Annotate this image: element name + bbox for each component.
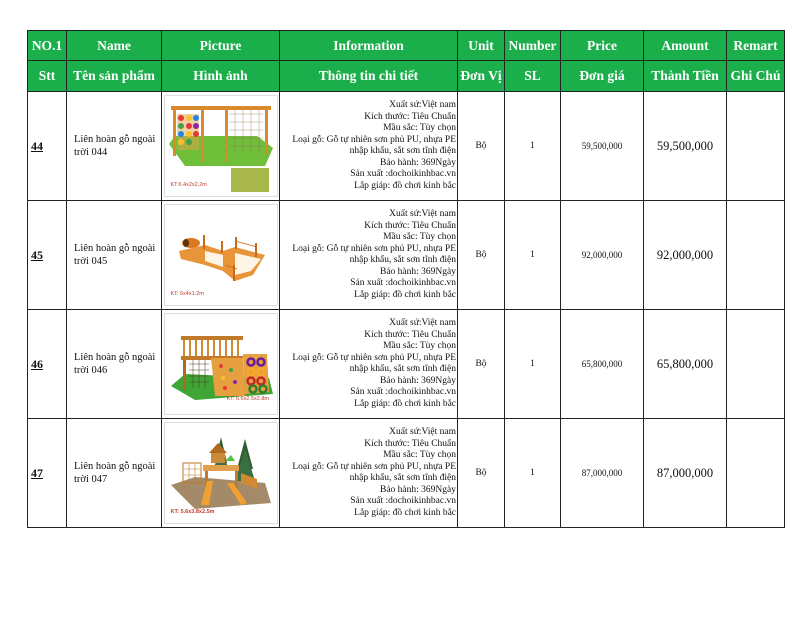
- product-name: Liên hoàn gỗ ngoài trời 046: [67, 310, 162, 419]
- info-material: nhập khẩu, sắt sơn tĩnh điện: [349, 255, 456, 265]
- product-name: Liên hoàn gỗ ngoài trời 047: [67, 419, 162, 528]
- wooden-playground-climbing-frame-image: [164, 95, 278, 197]
- info-installation: Lắp giáp: đồ chơi kinh bắc: [354, 398, 456, 409]
- info-wood-type: Loại gỗ: Gỗ tự nhiên sơn phủ PU, nhựa PE: [292, 352, 456, 363]
- wooden-climbing-wall-tires-image: [164, 313, 278, 415]
- col-header-stt: Stt: [28, 61, 67, 92]
- row-stt-link[interactable]: 44: [28, 92, 67, 201]
- remark: [727, 201, 785, 310]
- remark: [727, 310, 785, 419]
- info-warranty: Bảo hành: 369Ngày: [380, 266, 456, 277]
- info-material: nhập khẩu, sắt sơn tĩnh điện: [349, 473, 456, 483]
- info-warranty: Bảo hành: 369Ngày: [380, 484, 456, 495]
- info-origin: Xuất sứ:Việt nam: [389, 100, 456, 110]
- header-row-vietnamese: [28, 61, 785, 92]
- col-header-no: NO.1: [28, 31, 67, 61]
- product-picture-cell: [162, 310, 280, 419]
- table-row: [28, 92, 785, 201]
- product-information: [280, 92, 458, 201]
- info-warranty: Bảo hành: 369Ngày: [380, 375, 456, 386]
- unit-price: 92,000,000: [561, 201, 644, 310]
- col-header-picture: Picture: [162, 31, 280, 61]
- col-header-hinh-anh: Hình ảnh: [162, 61, 280, 92]
- info-installation: Lắp giáp: đồ chơi kinh bắc: [354, 180, 456, 191]
- product-information: [280, 201, 458, 310]
- unit: Bộ: [458, 310, 505, 419]
- col-header-name: Name: [67, 31, 162, 61]
- info-manufacturer: Sản xuất :dochoikinhbac.vn: [350, 278, 456, 288]
- product-name: Liên hoàn gỗ ngoài trời 045: [67, 201, 162, 310]
- col-header-thong-tin: Thông tin chi tiết: [280, 61, 458, 92]
- row-stt-link[interactable]: 45: [28, 201, 67, 310]
- quantity: 1: [505, 310, 561, 419]
- col-header-remark: Remart: [727, 31, 785, 61]
- col-header-don-vi: Đơn Vị: [458, 61, 505, 92]
- col-header-don-gia: Đơn giá: [561, 61, 644, 92]
- info-color: Mầu sắc: Tùy chọn: [383, 341, 456, 351]
- info-manufacturer: Sản xuất :dochoikinhbac.vn: [350, 169, 456, 179]
- amount: 92,000,000: [644, 201, 727, 310]
- wooden-treehouse-slides-image: [164, 422, 278, 524]
- product-picture-cell: [162, 201, 280, 310]
- info-origin: Xuất sứ:Việt nam: [389, 427, 456, 437]
- col-header-thanh-tien: Thành Tiền: [644, 61, 727, 92]
- col-header-number: Number: [505, 31, 561, 61]
- product-picture-cell: [162, 419, 280, 528]
- info-size: Kích thước: Tiêu Chuẩn: [364, 329, 456, 340]
- remark: [727, 92, 785, 201]
- info-material: nhập khẩu, sắt sơn tĩnh điện: [349, 146, 456, 156]
- col-header-information: Information: [280, 31, 458, 61]
- col-header-ten-san-pham: Tên sản phẩm: [67, 61, 162, 92]
- unit: Bộ: [458, 201, 505, 310]
- col-header-amount: Amount: [644, 31, 727, 61]
- info-size: Kích thước: Tiêu Chuẩn: [364, 438, 456, 449]
- info-manufacturer: Sản xuất :dochoikinhbac.vn: [350, 387, 456, 397]
- header-row-english: [28, 31, 785, 61]
- amount: 59,500,000: [644, 92, 727, 201]
- info-manufacturer: Sản xuất :dochoikinhbac.vn: [350, 496, 456, 506]
- info-size: Kích thước: Tiêu Chuẩn: [364, 220, 456, 231]
- info-wood-type: Loại gỗ: Gỗ tự nhiên sơn phủ PU, nhựa PE: [292, 134, 456, 145]
- quantity: 1: [505, 419, 561, 528]
- info-color: Mầu sắc: Tùy chọn: [383, 232, 456, 242]
- amount: 65,800,000: [644, 310, 727, 419]
- info-color: Mầu sắc: Tùy chọn: [383, 123, 456, 133]
- image-caption: KT:6.4x2x2,2m: [170, 182, 207, 188]
- info-wood-type: Loại gỗ: Gỗ tự nhiên sơn phủ PU, nhựa PE: [292, 461, 456, 472]
- info-color: Mầu sắc: Tùy chọn: [383, 450, 456, 460]
- info-size: Kích thước: Tiêu Chuẩn: [364, 111, 456, 122]
- info-installation: Lắp giáp: đồ chơi kinh bắc: [354, 507, 456, 518]
- product-name: Liên hoàn gỗ ngoài trời 044: [67, 92, 162, 201]
- info-warranty: Bảo hành: 369Ngày: [380, 157, 456, 168]
- col-header-price: Price: [561, 31, 644, 61]
- quotation-table: [27, 30, 785, 528]
- table-row: [28, 310, 785, 419]
- unit: Bộ: [458, 92, 505, 201]
- row-stt-link[interactable]: 47: [28, 419, 67, 528]
- unit-price: 59,500,000: [561, 92, 644, 201]
- quantity: 1: [505, 92, 561, 201]
- col-header-ghi-chu: Ghi Chú: [727, 61, 785, 92]
- info-origin: Xuất sứ:Việt nam: [389, 209, 456, 219]
- quantity: 1: [505, 201, 561, 310]
- unit-price: 65,800,000: [561, 310, 644, 419]
- col-header-sl: SL: [505, 61, 561, 92]
- info-material: nhập khẩu, sắt sơn tĩnh điện: [349, 364, 456, 374]
- row-stt-link[interactable]: 46: [28, 310, 67, 419]
- product-information: [280, 419, 458, 528]
- table-row: [28, 419, 785, 528]
- unit-price: 87,000,000: [561, 419, 644, 528]
- unit: Bộ: [458, 419, 505, 528]
- wooden-bridge-tunnel-image: [164, 204, 278, 306]
- amount: 87,000,000: [644, 419, 727, 528]
- info-wood-type: Loại gỗ: Gỗ tự nhiên sơn phủ PU, nhựa PE: [292, 243, 456, 254]
- table-row: [28, 201, 785, 310]
- info-origin: Xuất sứ:Việt nam: [389, 318, 456, 328]
- product-picture-cell: [162, 92, 280, 201]
- product-information: [280, 310, 458, 419]
- image-caption: KT: 6.6x2.5x2.8m: [226, 396, 269, 402]
- col-header-unit: Unit: [458, 31, 505, 61]
- remark: [727, 419, 785, 528]
- image-caption: KT: 6x4x1.2m: [170, 291, 204, 297]
- info-installation: Lắp giáp: đồ chơi kinh bắc: [354, 289, 456, 300]
- image-caption: KT: 5.6x3.8x2.5m: [170, 509, 215, 515]
